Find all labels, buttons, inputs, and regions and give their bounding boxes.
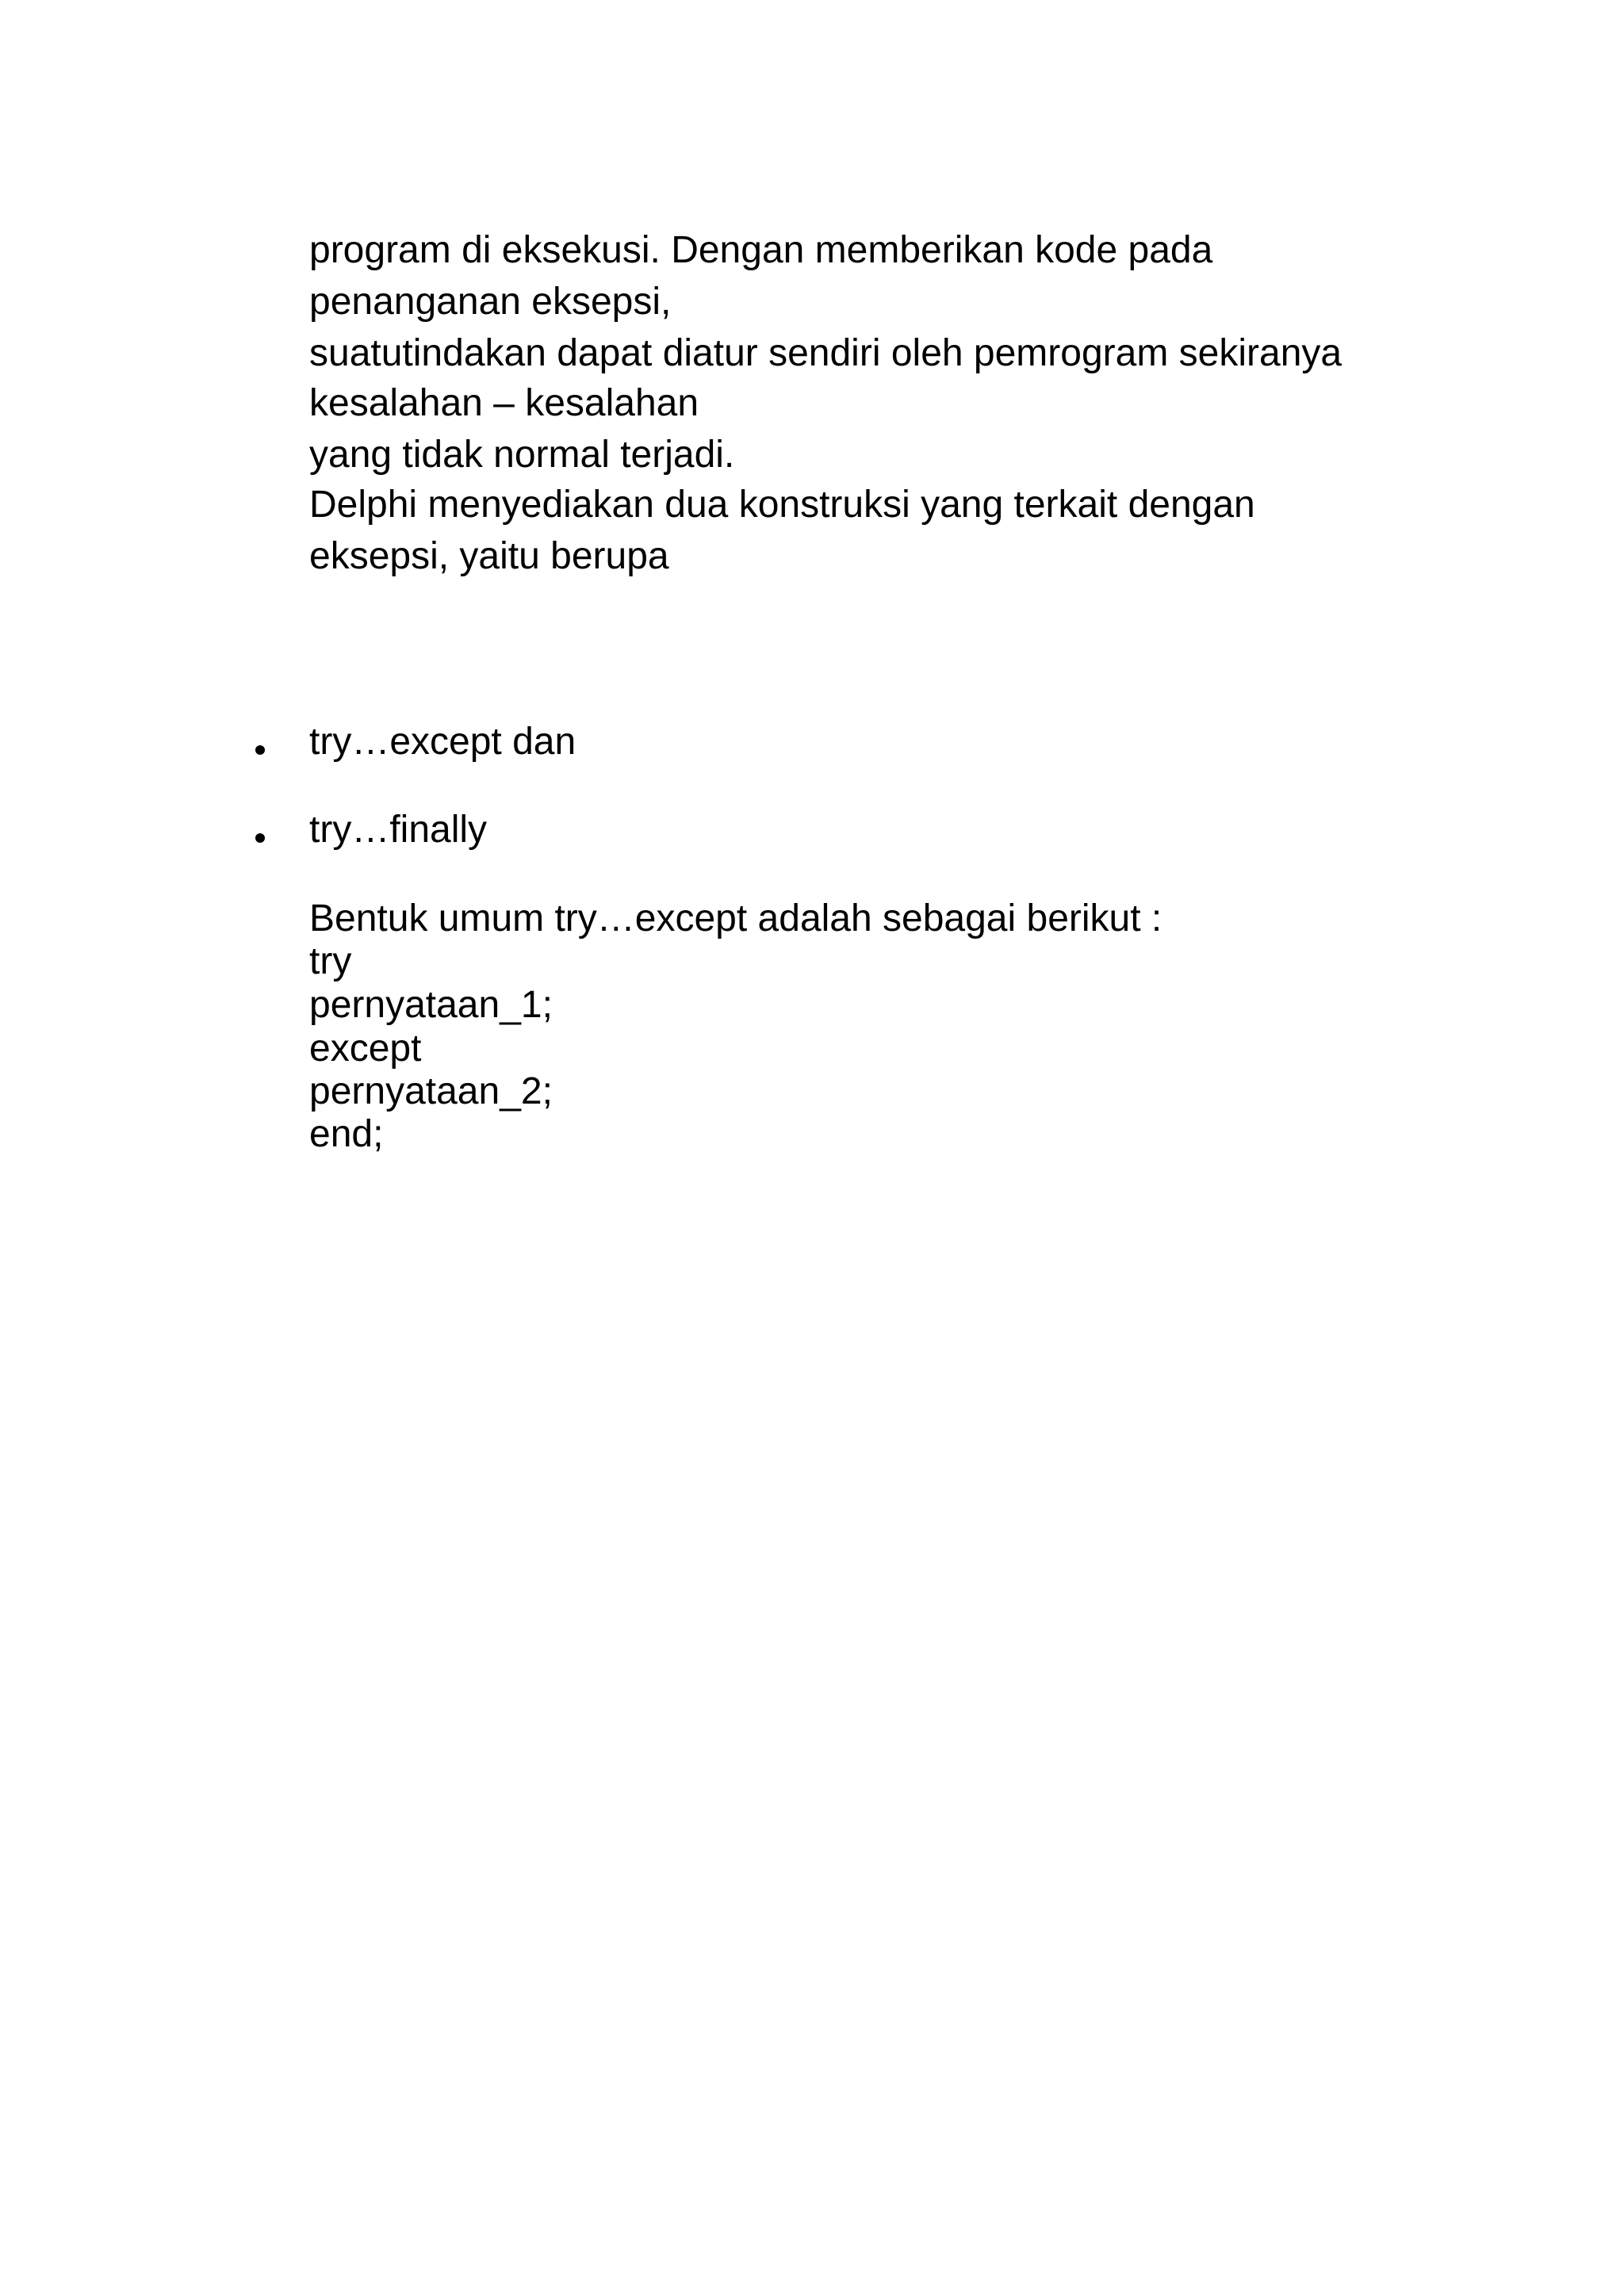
bullet-item: try…finally <box>309 809 488 851</box>
bullet-dot-icon <box>255 833 265 843</box>
paragraph-line: kesalahan – kesalahan <box>309 382 699 424</box>
paragraph-line: eksepsi, yaitu berupa <box>309 535 669 577</box>
code-line: pernyataan_2; <box>309 1070 553 1112</box>
bullet-item: try…except dan <box>309 721 576 763</box>
paragraph-line: program di eksekusi. Dengan memberikan kode pada <box>309 229 1213 271</box>
paragraph-line: penanganan eksepsi, <box>309 281 672 323</box>
paragraph-line: yang tidak normal terjadi. <box>309 434 735 476</box>
syntax-intro: Bentuk umum try…except adalah sebagai berikut : <box>309 897 1162 939</box>
bullet-dot-icon <box>255 745 265 755</box>
code-line: try <box>309 940 352 982</box>
code-line: end; <box>309 1113 384 1155</box>
code-line: except <box>309 1027 422 1070</box>
paragraph-line: Delphi menyediakan dua konstruksi yang terkait dengan <box>309 484 1255 526</box>
paragraph-line: suatutindakan dapat diatur sendiri oleh pemrogram sekiranya <box>309 332 1342 374</box>
code-line: pernyataan_1; <box>309 984 553 1026</box>
